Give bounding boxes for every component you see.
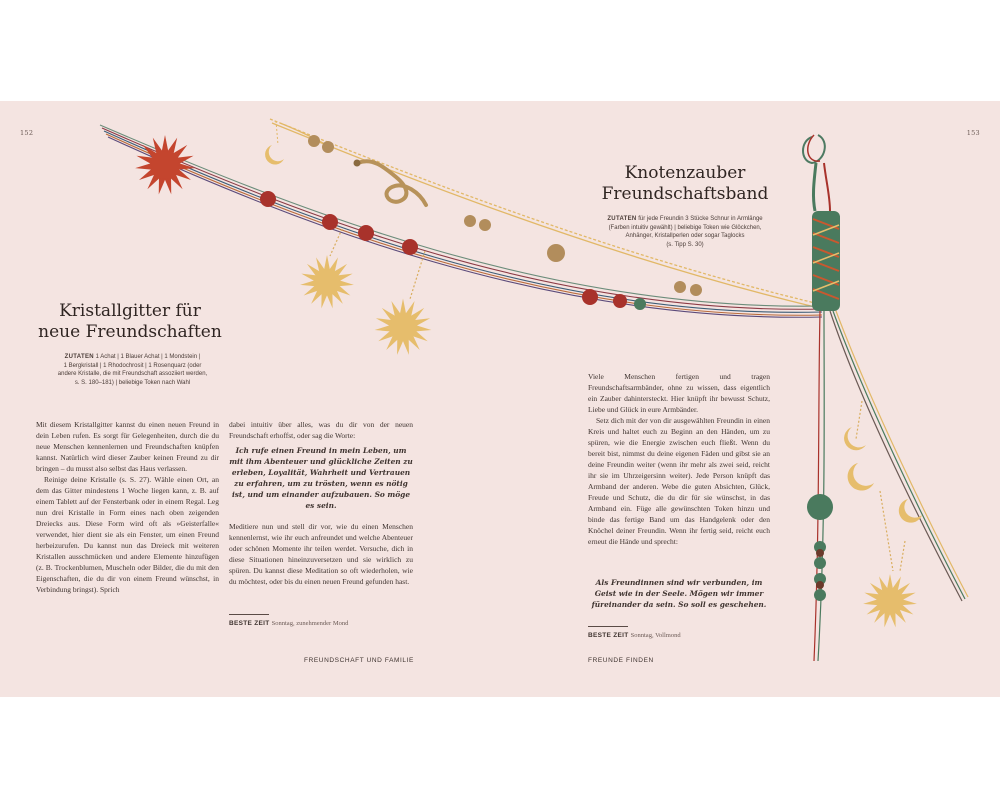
- paragraph: Viele Menschen fertigen und tragen Freundschaftsarmbänder, ohne zu wissen, dass eigentlich ein Zauber dahintersteckt. Hier knüpft ihr bewusst Schutz, Liebe und Glück in eure Armbänder.: [588, 372, 770, 414]
- bracelet-illustration: [0, 101, 1000, 697]
- ingredients-label: ZUTATEN: [64, 354, 94, 360]
- moon-icon: [844, 427, 866, 450]
- ingredients-right: [575, 215, 795, 249]
- gold-chain: [270, 119, 815, 307]
- body-column-2b: [229, 521, 413, 587]
- page-number-left: 152: [20, 129, 34, 137]
- moon-icon: [899, 499, 922, 523]
- best-time-right: [588, 626, 681, 639]
- best-time-label: BESTE ZEIT: [588, 632, 629, 639]
- title-line: neue Freundschaften: [38, 322, 222, 342]
- ingredients-text: Anhänger, Kristallperlen oder sogar Taglocks: [625, 233, 745, 240]
- sun-icon: [300, 255, 354, 309]
- title-line: Knotenzauber: [624, 163, 746, 183]
- incantation-quote: Ich rufe einen Freund in mein Leben, um mit ihm Abenteuer und glückliche Zeiten zu erleben, Loyalität, Wahrheit und Vertrauen zu erfahren, um zu trösten, wenn es nötig ist, und um einander aufzubauen. So möge es sein.: [229, 446, 413, 510]
- ingredients-text: (s. Tipp S. 30): [666, 241, 704, 248]
- paragraph: Reinige deine Kristalle (s. S. 27). Wähle einen Ort, an dem das Gitter mindestens 1 Woche liegen kann, z. B. auf einem Tablett auf der Fensterbank oder in einem Regal. Leg nun drei Kristalle in Form eines nach oben zeigenden Dreiecks aus. Diese Form wird oft als »Geisterfalle« verwendet, hier dient sie als ein Fenster, um einen Freund herbeizurufen. Du kannst nun das Dreieck mit weiteren Kristallen ausschmücken und andere Elemente hinzufügen (z. B. Trockenblumen, Muscheln oder Bilder, die du mit den Eigenschaften, die du dir von einem Freund wünschst, in Verbindung bringst). Sprich: [36, 475, 219, 594]
- best-time-value: Sonntag, Vollmond: [630, 632, 681, 639]
- page-title-left: [30, 301, 230, 343]
- best-time-label: BESTE ZEIT: [229, 620, 270, 627]
- body-column-right: [588, 371, 770, 547]
- ingredients-left: [20, 353, 245, 387]
- sun-icon: [863, 574, 917, 628]
- section-footer-right: FREUNDE FINDEN: [588, 657, 654, 664]
- friendship-bracelet: [803, 135, 968, 661]
- incantation-quote: Als Freundinnen sind wir verbunden, im Geist wie in der Seele. Mögen wir immer füreinander da sein. So soll es geschehen.: [591, 578, 767, 609]
- sun-icon: [374, 299, 431, 356]
- best-time-left: [229, 614, 349, 627]
- paragraph: dabei intuitiv über alles, was du dir von der neuen Freundschaft erhoffst, oder sag die Worte:: [229, 420, 413, 440]
- title-line: Kristallgitter für: [59, 301, 201, 321]
- ingredients-text: (Farben intuitiv gewählt) | beliebige Token wie Glöckchen,: [608, 224, 762, 231]
- title-line: Freundschaftsband: [601, 184, 769, 204]
- body-column-2: [229, 419, 413, 441]
- body-column-1: [36, 419, 219, 595]
- moon-icon: [848, 463, 874, 491]
- paragraph: Meditiere nun und stell dir vor, wie du einen Menschen kennenlernst, wie ihr euch anfreundet und welche Abenteuer oder schönen Momente ihr teilen werdet. Versuche, dich in diese Situationen hineinzuversetzen und sie wirklich zu spüren. Du kannst diese Meditation so oft wiederholen, wie du möchtest, oder bis du einen neuen Freund gefunden hast.: [229, 522, 413, 586]
- ingredients-label: ZUTATEN: [607, 216, 637, 222]
- ingredients-text: für jede Freundin 3 Stücke Schnur in Armlänge: [638, 216, 763, 222]
- ingredients-text: 1 Achat | 1 Blauer Achat | 1 Mondstein |: [95, 354, 201, 360]
- ingredients-text: andere Kristalle, die mit Freundschaft assoziiert werden,: [57, 371, 208, 378]
- section-footer-left: FREUNDSCHAFT UND FAMILIE: [304, 657, 414, 664]
- paragraph: Mit diesem Kristallgitter kannst du einen neuen Freund in dein Leben rufen. Es sorgt für Gelegenheiten, durch die du neue Menschen kennenlernen und Freundschaften knüpfen kannst. Natürlich wird dieser Zauber keinen Freund zu dir bringen – du musst also selbst das Haus verlassen.: [36, 420, 219, 473]
- moon-icon: [265, 121, 284, 165]
- best-time-value: Sonntag, zunehmender Mond: [271, 620, 349, 627]
- ingredients-text: 1 Bergkristall | 1 Rhodochrosit | 1 Rosenquarz (oder: [63, 362, 202, 369]
- ingredients-text: s. S. 180–181) | beliebige Token nach Wahl: [74, 379, 191, 386]
- page-title-right: [590, 163, 780, 205]
- book-spread: [0, 101, 1000, 697]
- page-number-right: 153: [966, 129, 980, 137]
- paragraph: Setz dich mit der von dir ausgewählten Freundin in einen Kreis und haltet euch zu Beginn an den Händen, um zu spüren, wie die Energie zwischen euch fließt. Wenn du bereit bist, nimmst du deine eigenen Fäden und gibst sie an deine Freundin weiter (wenn ihr mehr als zwei seid, reicht ihr sie im Uhrzeigersinn weiter). Jede Person knüpft das Armband der anderen. Webe die guten Absichten, Glück, Freude und Schutz, die du dir für sie wünschst, in das Armband ein. Füge alle gewünschten Token hinzu und binde das fertige Band um das Handgelenk oder den Knöchel deiner Freundin. Wenn ihr fertig seid, reicht euch erneut die Hände und sprecht:: [588, 416, 770, 546]
